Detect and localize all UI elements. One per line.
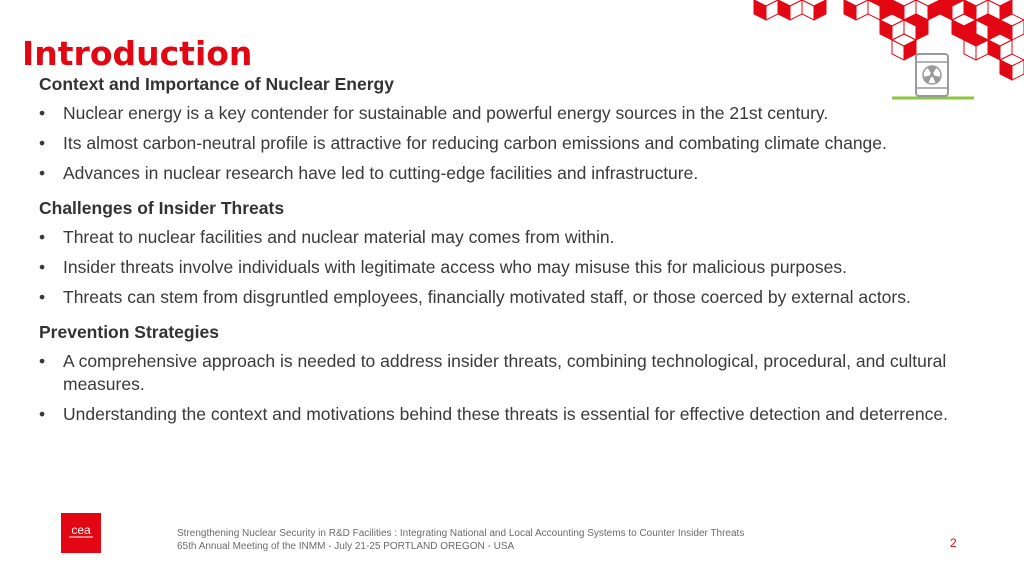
section-heading: Challenges of Insider Threats xyxy=(39,198,285,218)
cube-pattern-icon xyxy=(754,0,1024,80)
list-item xyxy=(39,403,949,426)
bullet-icon: • xyxy=(39,257,46,277)
footer xyxy=(177,527,744,553)
list-item xyxy=(39,286,949,309)
footer-title: Strengthening Nuclear Security in R&D Facilities : Integrating National and Local Accounting Systems to Counter Insider Threats xyxy=(177,528,745,539)
section-context xyxy=(39,73,949,185)
page-number: 2 xyxy=(950,536,957,550)
bullet-text: Threats can stem from disgruntled employees, financially motivated staff, or those coerced by external actors. xyxy=(63,287,911,307)
bullet-icon: • xyxy=(39,351,46,371)
bullet-icon: • xyxy=(39,103,46,123)
bullet-text: Threat to nuclear facilities and nuclear material may comes from within. xyxy=(63,227,615,247)
list-item xyxy=(39,162,949,185)
bullet-icon: • xyxy=(39,287,46,307)
list-item xyxy=(39,256,949,279)
bullet-text: Insider threats involve individuals with legitimate access who may misuse this for malicious purposes. xyxy=(63,257,847,277)
bullet-icon: • xyxy=(39,163,46,183)
logo-text: cea xyxy=(71,523,91,537)
bullet-icon: • xyxy=(39,133,46,153)
bullet-text: Its almost carbon-neutral profile is attractive for reducing carbon emissions and combating climate change. xyxy=(63,133,887,153)
list-item xyxy=(39,132,949,155)
bullet-text: Nuclear energy is a key contender for sustainable and powerful energy sources in the 21st century. xyxy=(63,103,829,123)
bullet-text: A comprehensive approach is needed to address insider threats, combining technological, procedural, and cultural measures. xyxy=(63,351,947,394)
cea-logo xyxy=(61,513,101,553)
section-prevention xyxy=(39,321,949,426)
section-heading: Prevention Strategies xyxy=(39,322,219,342)
page-title: Introduction xyxy=(22,34,253,73)
list-item xyxy=(39,350,949,396)
slide-content xyxy=(39,73,949,426)
section-insider-threats xyxy=(39,197,949,309)
bullet-text: Understanding the context and motivations behind these threats is essential for effective detection and deterrence. xyxy=(63,404,948,424)
section-heading: Context and Importance of Nuclear Energy xyxy=(39,74,394,94)
bullet-text: Advances in nuclear research have led to cutting-edge facilities and infrastructure. xyxy=(63,163,699,183)
bullet-icon: • xyxy=(39,227,46,247)
list-item xyxy=(39,226,949,249)
footer-event: 65th Annual Meeting of the INMM - July 21-25 PORTLAND OREGON - USA xyxy=(177,541,515,552)
list-item xyxy=(39,102,949,125)
bullet-icon: • xyxy=(39,404,46,424)
